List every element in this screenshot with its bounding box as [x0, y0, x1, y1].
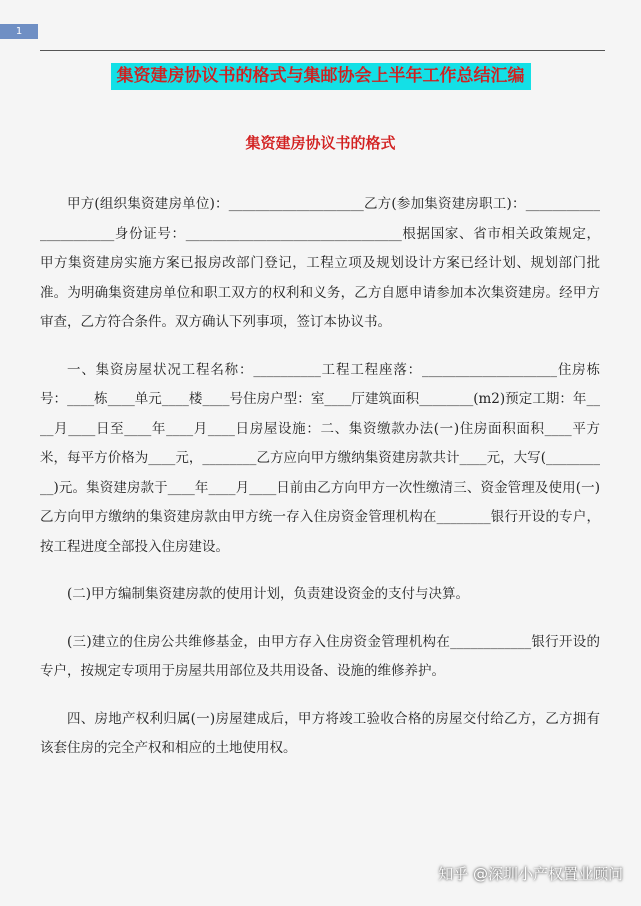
paragraph-clause-3-3: (三)建立的住房公共维修基金，由甲方存入住房资金管理机构在____________银行开设的专户，按规定专项用于房屋共用部位及共用设备、设施的维修养护。	[40, 633, 600, 679]
document-title: 集资建房协议书的格式与集邮协会上半年工作总结汇编	[111, 63, 531, 90]
document-body	[40, 190, 600, 764]
paragraph-intro: 甲方(组织集资建房单位)：____________________乙方(参加集资建房职工)：______________________身份证号：________________________________根据国家、省市相关政策规定，甲方集资建房实施方案已报房改部门登记，工程立项及规划设计方案已经计划、规划部门批准。为明确集资建房单位和职工双方的权利和义务，乙方自愿申请参加本次集资建房。经甲方审查，乙方符合条件。双方确认下列事项，签订本协议书。	[40, 196, 600, 330]
paragraph-clause-1: 一、集资房屋状况工程名称：__________工程工程座落：____________________住房栋号：____栋____单元____楼____号住房户型：室____厅建筑面积________(m2)预定工期：年____月____日至____年____月____日房屋设施：二、集资缴款办法(一)住房面积面积____平方米，每平方价格为____元，________乙方应向甲方缴纳集资建房款共计____元，大写(__________)元。集资建房款于____年____月____日前由乙方向甲方一次性缴清三、资金管理及使用(一)乙方向甲方缴纳的集资建房款由甲方统一存入住房资金管理机构在________银行开设的专户，按工程进度全部投入住房建设。	[40, 361, 600, 555]
header-rule	[40, 50, 605, 51]
paragraph-clause-3-2: (二)甲方编制集资建房款的使用计划，负责建设资金的支付与决算。	[67, 586, 470, 602]
document-title-container	[0, 63, 641, 90]
section-title: 集资建房协议书的格式	[245, 134, 396, 152]
paragraph-clause-4: 四、房地产权利归属(一)房屋建成后，甲方将竣工验收合格的房屋交付给乙方，乙方拥有该套住房的完全产权和相应的土地使用权。	[40, 710, 600, 756]
source-watermark: 知乎 @深圳小产权置业顾问	[438, 865, 623, 883]
page-number-badge: 1	[0, 24, 38, 39]
